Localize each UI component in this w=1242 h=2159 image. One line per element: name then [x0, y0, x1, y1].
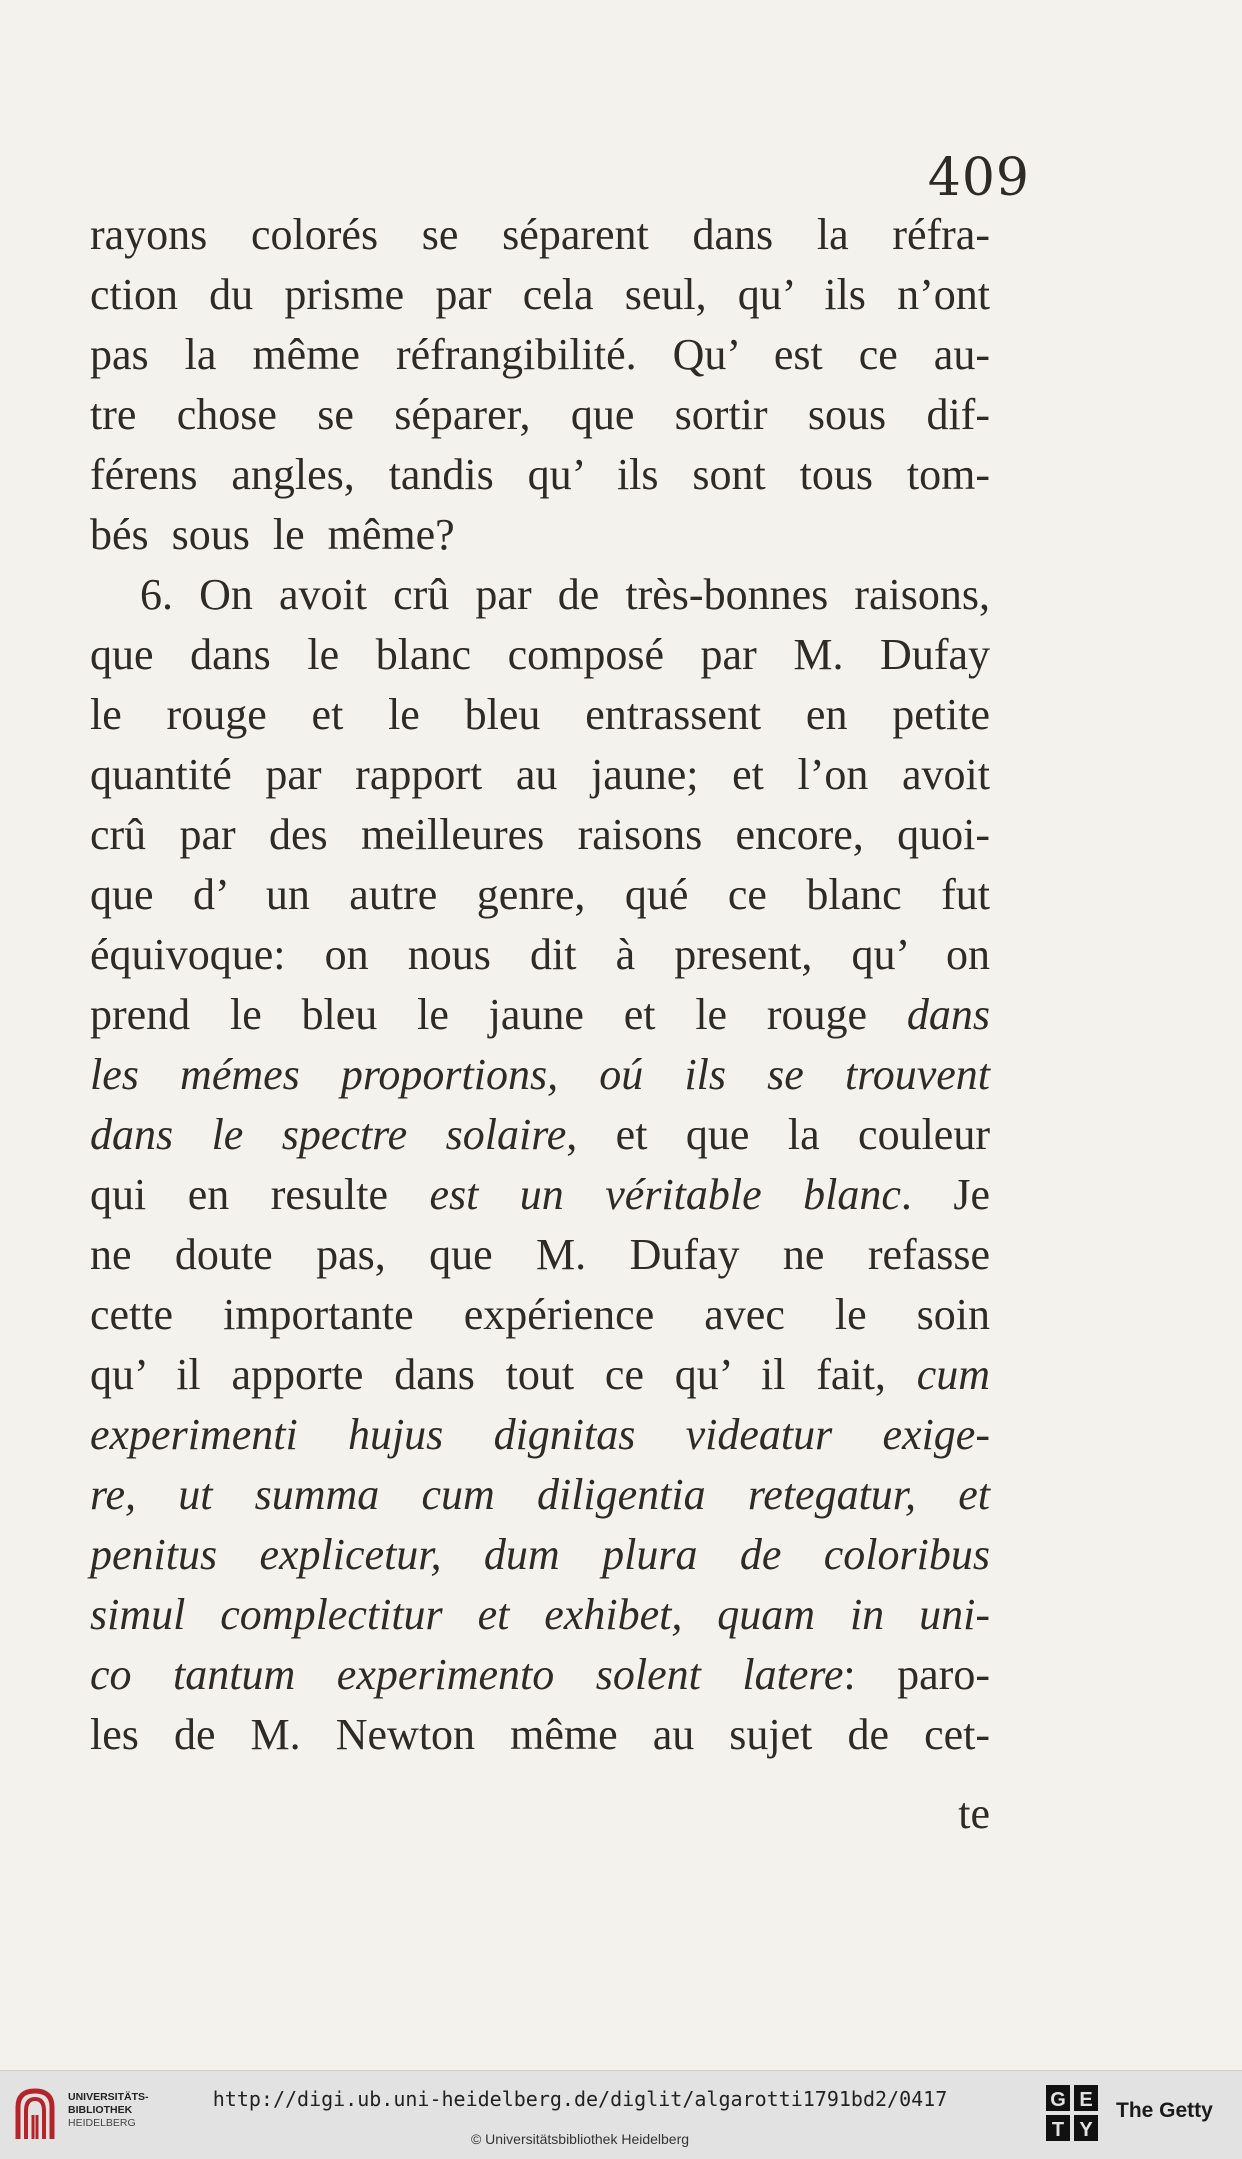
text-segment: quantité par rapport au jaune; et l’on avoit [90, 750, 990, 799]
italic-text: les mémes proportions, oú ils se trouvent [90, 1050, 990, 1099]
text-line [90, 1285, 990, 1345]
library-name-line-1: UNIVERSITÄTS- [68, 2091, 149, 2103]
text-line [90, 985, 990, 1045]
text-line [140, 565, 990, 625]
text-segment: , et que la couleur [566, 1110, 990, 1159]
university-library-logo-icon [12, 2085, 58, 2145]
text-line [90, 865, 990, 925]
getty-logo-icon [1044, 2083, 1100, 2143]
text-line [90, 745, 990, 805]
partner-name: The Getty [1116, 2099, 1213, 2122]
text-line [90, 1645, 990, 1705]
italic-text: cum [916, 1350, 990, 1399]
italic-text: re, ut summa cum diligentia retegatur, et [90, 1470, 990, 1519]
svg-text:G: G [1050, 2089, 1066, 2111]
text-segment: férens angles, tandis qu’ ils sont tous tom- [90, 450, 990, 499]
text-segment: équivoque: on nous dit à present, qu’ on [90, 930, 990, 979]
text-line [90, 1405, 990, 1465]
text-line [90, 1045, 990, 1105]
text-segment: le rouge et le bleu entrassent en petite [90, 690, 990, 739]
text-segment: ction du prisme par cela seul, qu’ ils n’ont [90, 270, 990, 319]
library-name [68, 2091, 188, 2130]
text-segment: rayons colorés se séparent dans la réfra- [90, 210, 990, 259]
text-segment: tre chose se séparer, que sortir sous dif- [90, 390, 990, 439]
italic-text: simul complectitur et exhibet, quam in uni- [90, 1590, 990, 1639]
text-segment: : paro- [843, 1650, 990, 1699]
text-line [90, 685, 990, 745]
text-segment: prend le bleu le jaune et le rouge [90, 990, 907, 1039]
italic-text: penitus explicetur, dum plura de coloribus [90, 1530, 990, 1579]
text-line [90, 1705, 990, 1765]
library-name-line-3: HEIDELBERG [68, 2117, 136, 2129]
text-segment: ne doute pas, que M. Dufay ne refasse [90, 1230, 990, 1279]
text-segment: pas la même réfrangibilité. Qu’ est ce au- [90, 330, 990, 379]
italic-text: dans le spectre solaire [90, 1110, 567, 1159]
text-line [90, 385, 990, 445]
text-line [90, 1585, 990, 1645]
text-segment: que d’ un autre genre, qué ce blanc fut [90, 870, 990, 919]
page-number: 409 [927, 148, 1030, 208]
text-segment: qu’ il apporte dans tout ce qu’ il fait, [90, 1350, 917, 1399]
text-segment: . Je [900, 1170, 990, 1219]
text-line [90, 1105, 990, 1165]
text-line [90, 265, 990, 325]
copyright-notice: © Universitätsbibliothek Heidelberg [470, 2131, 690, 2147]
text-segment: les de M. Newton même au sujet de cet- [90, 1710, 990, 1759]
footer-bar [0, 2070, 1242, 2159]
text-line [90, 1525, 990, 1585]
catchword: te [958, 1789, 990, 1838]
text-line [90, 805, 990, 865]
text-segment: que dans le blanc composé par M. Dufay [90, 630, 990, 679]
italic-text: est un véritable blanc [429, 1170, 901, 1219]
italic-text: co tantum experimento solent latere [90, 1650, 844, 1699]
italic-text: experimenti hujus dignitas videatur exige- [90, 1410, 990, 1459]
page-url-link[interactable]: http://digi.ub.uni-heidelberg.de/diglit/algarotti1791bd2/0417 [212, 2087, 948, 2111]
text-line [90, 1465, 990, 1525]
text-segment: 6. On avoit crû par de très-bonnes raisons, [140, 570, 990, 619]
text-line [90, 325, 990, 385]
text-segment: qui en resulte [90, 1170, 430, 1219]
svg-text:Y: Y [1079, 2119, 1093, 2141]
text-line [90, 625, 990, 685]
text-segment: cette importante expérience avec le soin [90, 1290, 990, 1339]
text-line [90, 1345, 990, 1405]
text-line [90, 1165, 990, 1225]
library-name-line-2: BIBLIOTHEK [68, 2104, 133, 2116]
text-segment: bés sous le même? [90, 510, 455, 559]
text-line [90, 1225, 990, 1285]
text-line [90, 445, 990, 505]
svg-text:E: E [1079, 2089, 1093, 2111]
svg-text:T: T [1051, 2119, 1065, 2141]
italic-text: dans [906, 990, 990, 1039]
text-segment: crû par des meilleures raisons encore, quoi- [90, 810, 990, 859]
text-line [90, 505, 990, 565]
text-line [90, 925, 990, 985]
text-line [90, 205, 990, 265]
